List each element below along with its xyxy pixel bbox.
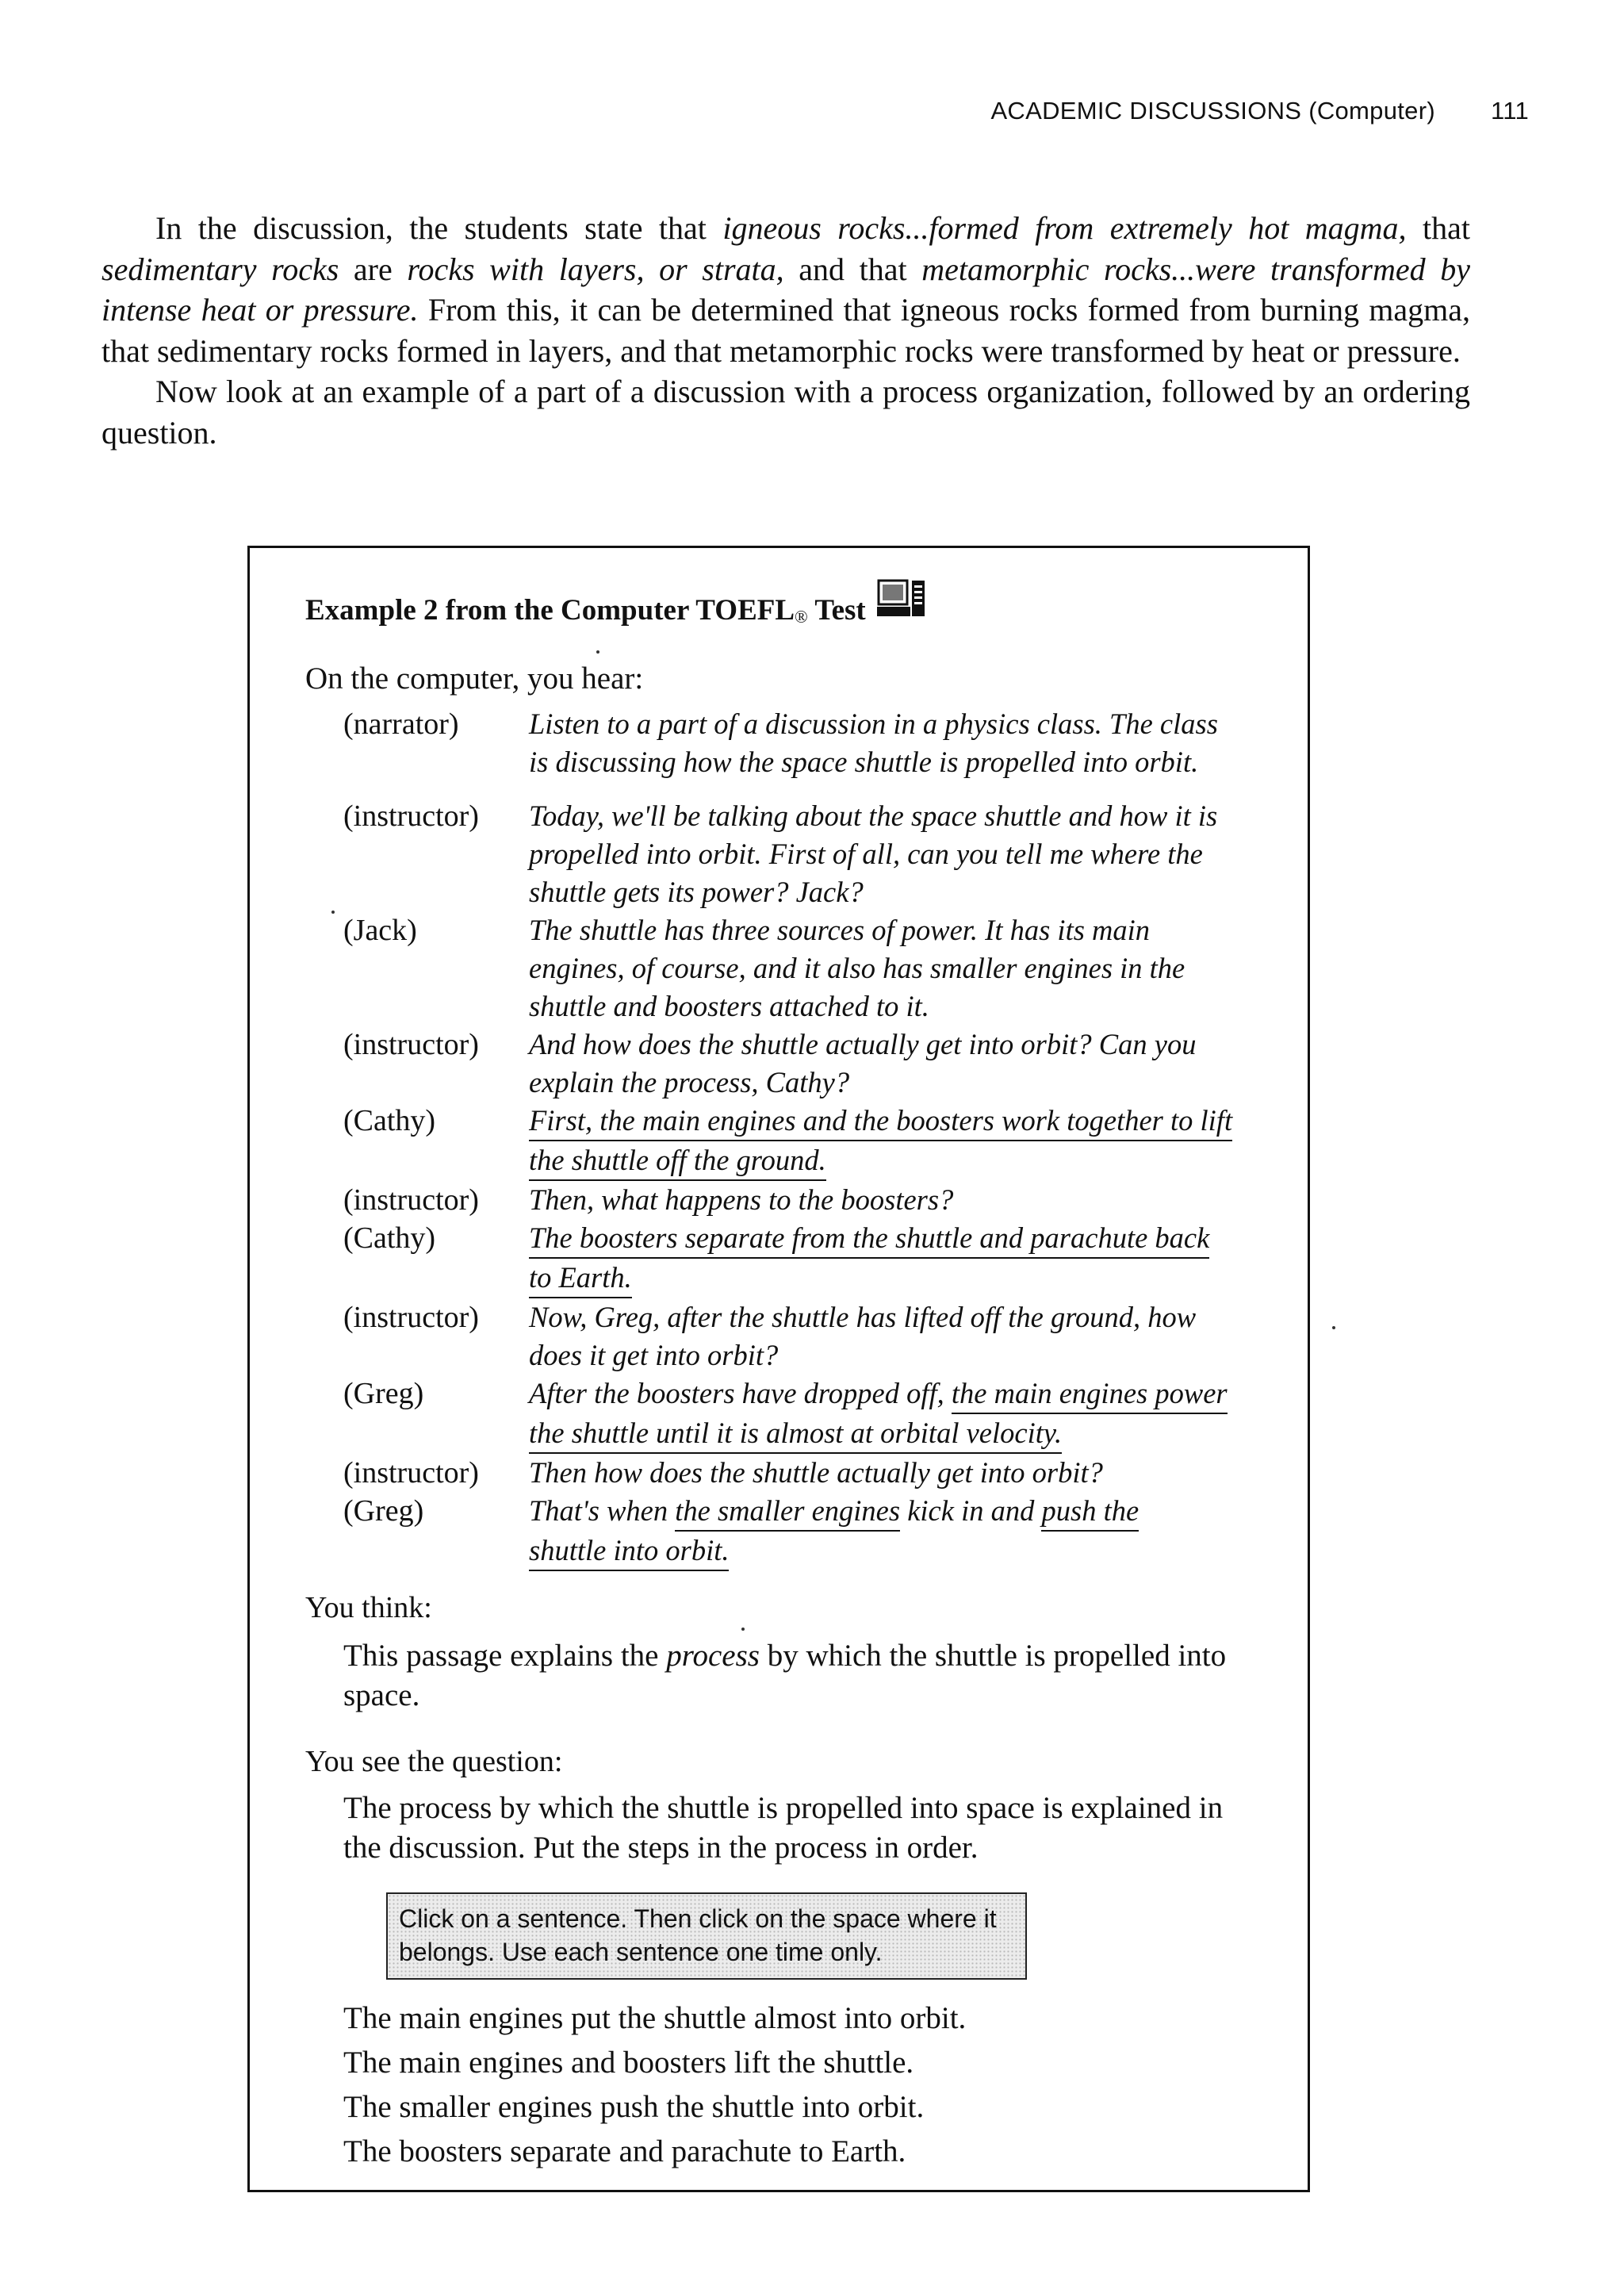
underlined-phrase: to Earth. <box>529 1259 632 1298</box>
speech: Then, what happens to the boosters? <box>529 1183 954 1216</box>
intro-paragraph-1 <box>102 208 1470 371</box>
intro-p1-h: metamorphic rocks...were transformed by intense heat or pressure. <box>102 251 1470 328</box>
dialogue-turn <box>343 1298 1239 1375</box>
answer-option[interactable]: The main engines and boosters lift the shuttle. <box>343 2046 914 2080</box>
intro-p1-e: are <box>339 251 408 287</box>
example-box <box>247 546 1310 2192</box>
answer-option[interactable]: The main engines put the shuttle almost into orbit. <box>343 2001 967 2035</box>
speech: Today, we'll be talking about the space shuttle and how it is propelled into orbit. First of all, can you tell me where the shuttle gets its power? Jack? <box>529 799 1218 908</box>
speech <box>529 1102 1239 1181</box>
speaker: (Cathy) <box>343 1104 436 1137</box>
speck <box>596 650 599 654</box>
underlined-phrase: the shuttle off the ground. <box>529 1141 826 1181</box>
dialogue-turn <box>343 1102 1239 1181</box>
speaker: (narrator) <box>343 707 459 741</box>
speech: Now, Greg, after the shuttle has lifted off the ground, how does it get into orbit? <box>529 1301 1197 1371</box>
registered-mark: ® <box>795 607 808 627</box>
intro-text <box>102 208 1470 453</box>
speaker: (instructor) <box>343 1301 479 1334</box>
speech <box>529 1375 1239 1454</box>
speech-part: That's when <box>529 1494 676 1527</box>
answer-option[interactable]: The smaller engines push the shuttle into orbit. <box>343 2090 925 2124</box>
speck <box>1332 1326 1335 1329</box>
example-title <box>305 578 926 627</box>
example-title-text: Example 2 from the Computer TOEFL <box>305 594 795 627</box>
underlined-phrase: The boosters separate from the shuttle and parachute back <box>529 1219 1209 1259</box>
intro-p1-c: that <box>1406 210 1471 246</box>
answer-options <box>343 1996 966 2174</box>
speaker: (instructor) <box>343 1028 479 1061</box>
computer-icon <box>877 578 926 627</box>
underlined-phrase: the main engines power <box>952 1375 1228 1414</box>
think-label: You think: <box>305 1591 432 1624</box>
running-head <box>990 97 1529 125</box>
dialogue-turn <box>343 1181 1239 1219</box>
page-number: 111 <box>1490 97 1529 125</box>
intro-p1-b: igneous rocks...formed from extremely hot magma, <box>722 210 1407 246</box>
running-head-title: ACADEMIC DISCUSSIONS (Computer) <box>990 97 1435 125</box>
answer-option[interactable]: The boosters separate and parachute to Earth. <box>343 2134 906 2168</box>
speaker: (instructor) <box>343 799 479 833</box>
underlined-phrase: shuttle into orbit. <box>529 1532 729 1571</box>
dialogue-turn <box>343 1492 1239 1571</box>
dialogue-turn <box>343 1219 1239 1298</box>
underlined-phrase: push the <box>1041 1492 1139 1532</box>
question-text: The process by which the shuttle is propelled into space is explained in the discussion. Put the steps in the process in order. <box>343 1791 1224 1865</box>
think-a: This passage explains the <box>343 1639 667 1673</box>
speaker: (Greg) <box>343 1494 424 1528</box>
speaker: (Cathy) <box>343 1221 436 1255</box>
dialogue-turn <box>343 1454 1239 1492</box>
speaker: (Greg) <box>343 1377 424 1410</box>
underlined-phrase: the shuttle until it is almost at orbital velocity. <box>529 1414 1062 1454</box>
think-c: by which the shuttle is propelled into space. <box>343 1639 1227 1712</box>
intro-paragraph-2: Now look at an example of a part of a discussion with a process organization, followed by an ordering question. <box>102 374 1470 451</box>
underlined-phrase: First, the main engines and the boosters work together to lift <box>529 1102 1232 1141</box>
intro-p1-a: In the discussion, the students state that <box>155 210 723 246</box>
speaker: (instructor) <box>343 1183 479 1217</box>
speech: Then how does the shuttle actually get into orbit? <box>529 1456 1103 1489</box>
speech: Listen to a part of a discussion in a physics class. The class is discussing how the space shuttle is propelled into orbit. <box>529 707 1218 778</box>
speck <box>331 911 335 914</box>
speech: And how does the shuttle actually get into orbit? Can you explain the process, Cathy? <box>529 1028 1197 1098</box>
hear-label: On the computer, you hear: <box>305 661 644 696</box>
speck <box>741 1628 745 1631</box>
dialogue-turn <box>343 705 1239 781</box>
intro-p1-i: From this, it can be determined that igneous rocks formed from burning magma, that sedimentary rocks formed in layers, and that metamorphic rocks were transformed by heat or pressure. <box>102 292 1470 369</box>
speaker: (Jack) <box>343 914 417 947</box>
think-b: process <box>666 1639 760 1673</box>
speech: The shuttle has three sources of power. It has its main engines, of course, and it also has smaller engines in the shuttle and boosters attached to it. <box>529 914 1185 1022</box>
dialogue-turn <box>343 911 1239 1026</box>
dialogue <box>343 705 1239 1571</box>
speech <box>529 1219 1239 1298</box>
dialogue-turn <box>343 1375 1239 1454</box>
speech <box>529 1492 1239 1571</box>
dialogue-turn <box>343 1026 1239 1102</box>
see-label: You see the question: <box>305 1745 563 1778</box>
example-title-end: Test <box>807 594 866 627</box>
intro-p1-f: rocks with layers, or strata, <box>407 251 784 287</box>
think-text <box>343 1636 1247 1716</box>
speech-part: After the boosters have dropped off, <box>529 1377 952 1409</box>
intro-p1-g: and that <box>783 251 922 287</box>
speaker: (instructor) <box>343 1456 479 1490</box>
dialogue-turn <box>343 797 1239 911</box>
underlined-phrase: the smaller engines <box>675 1492 900 1532</box>
speech-part: kick in and <box>900 1494 1042 1527</box>
intro-p1-d: sedimentary rocks <box>102 251 339 287</box>
instruction-box: Click on a sentence. Then click on the space where it belongs. Use each sentence one time only. <box>386 1892 1027 1980</box>
